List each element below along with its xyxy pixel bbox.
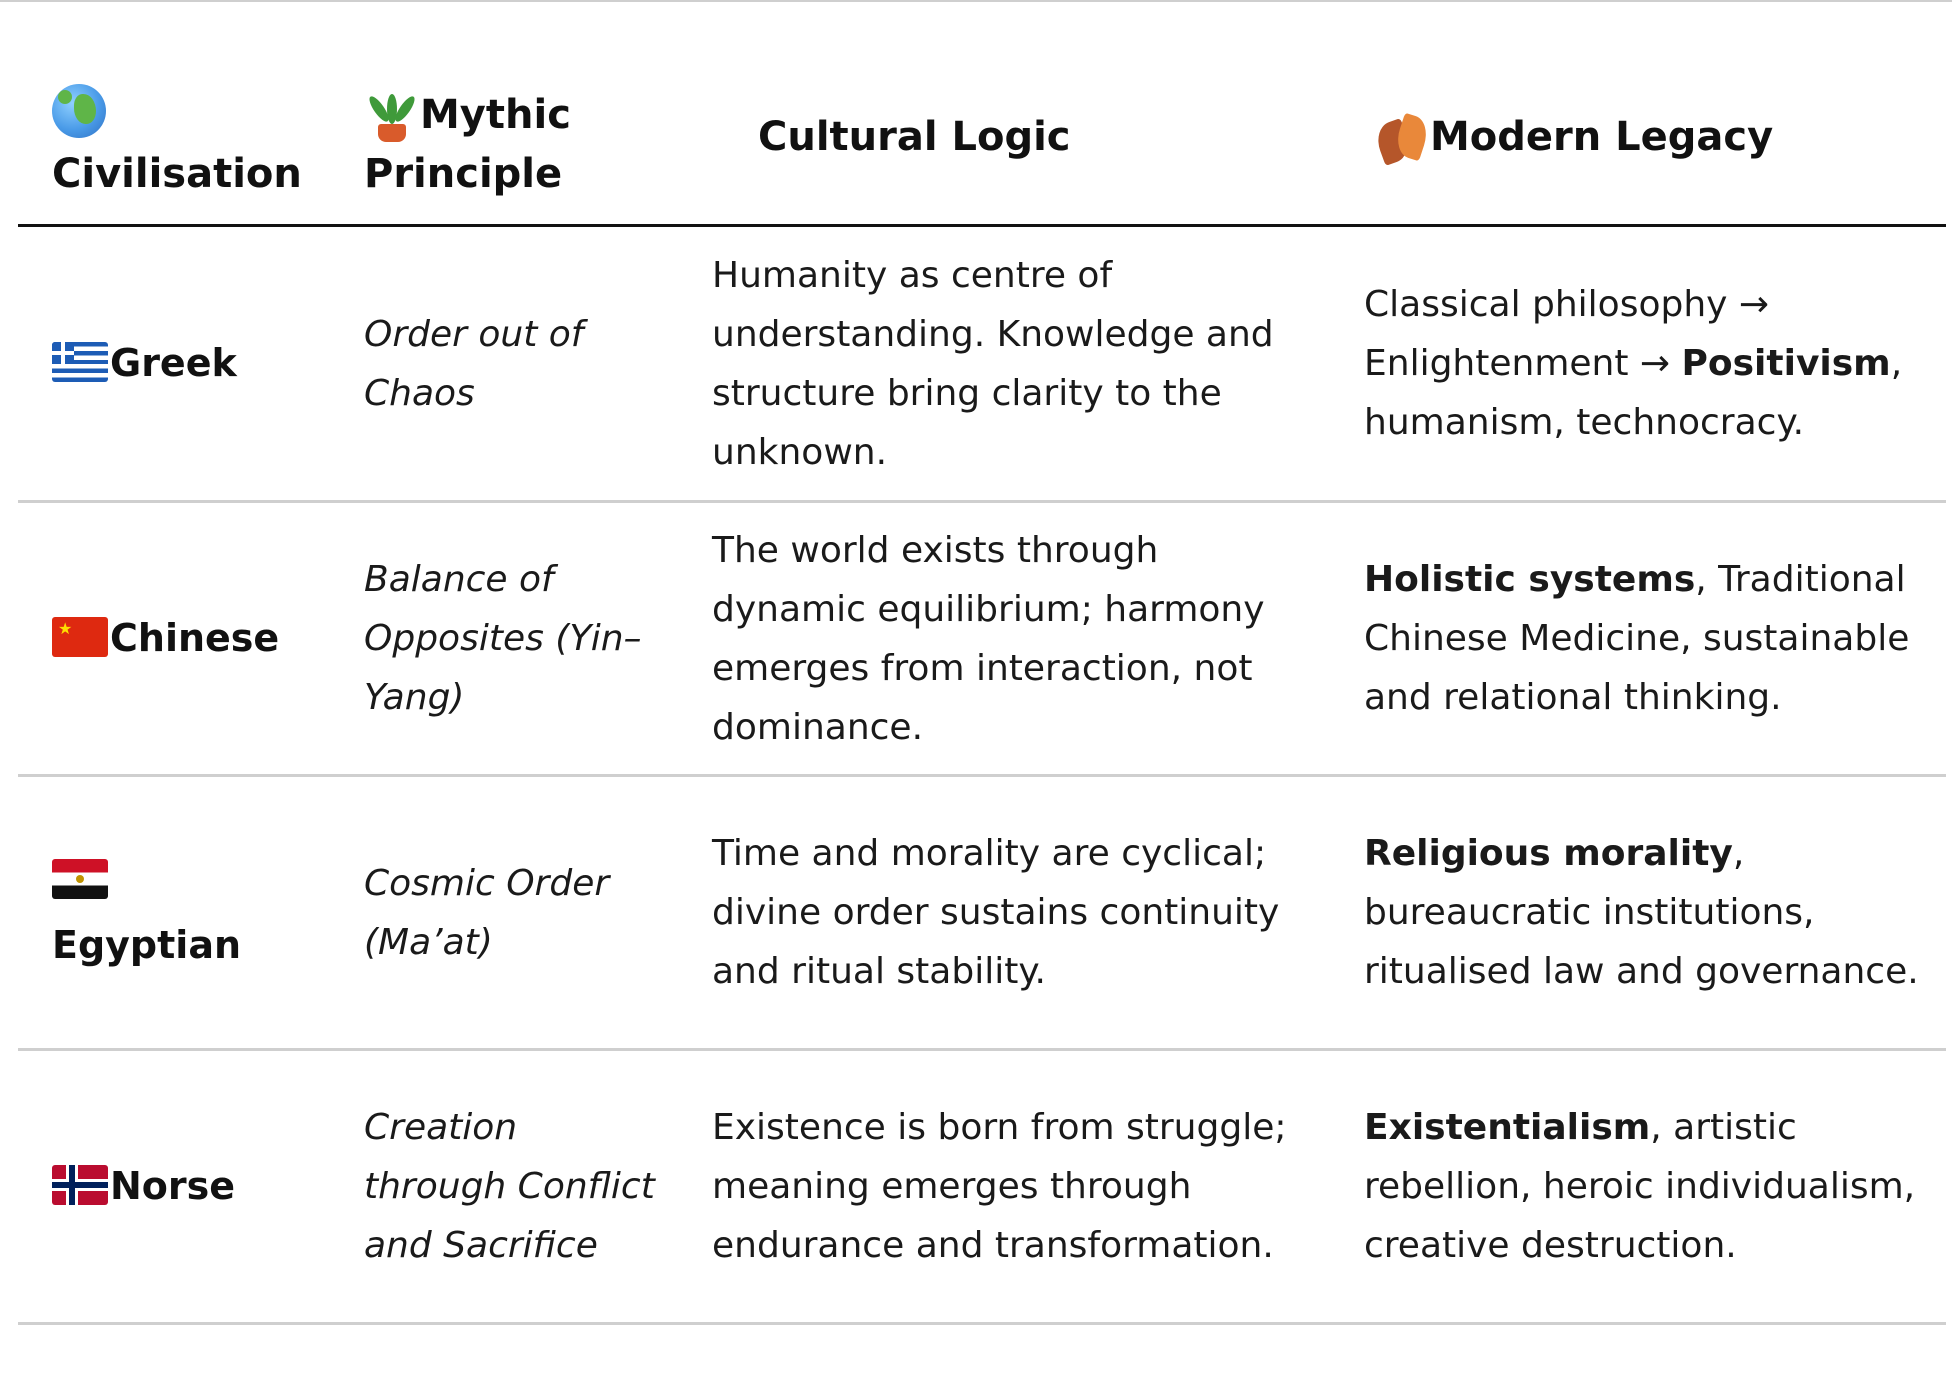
- civilisation-cell: [18, 1050, 348, 1324]
- table-header: [18, 70, 1946, 226]
- china-flag-icon: ★: [52, 617, 108, 657]
- legacy-text-strong: Existentialism: [1364, 1107, 1651, 1148]
- legacy-text-post: , artistic rebellion, heroic individualism, creative destruction.: [1364, 1107, 1916, 1266]
- legacy-cell: [1360, 776, 1946, 1050]
- legacy-text-post: , Traditional Chinese Medicine, sustainable and relational thinking.: [1364, 559, 1910, 718]
- logic-cell: Humanity as centre of understanding. Knowledge and structure bring clarity to the unknown.: [688, 226, 1360, 502]
- logic-cell: Time and morality are cyclical; divine order sustains continuity and ritual stability.: [688, 776, 1360, 1050]
- header-mythic-principle: [348, 70, 688, 226]
- table-row: [18, 502, 1946, 776]
- civilisation-table: [18, 70, 1946, 1325]
- header-civilisation: [18, 70, 348, 226]
- top-rule: [0, 0, 1952, 2]
- globe-icon: [52, 84, 106, 138]
- principle-cell: Cosmic Order (Ma’at): [348, 776, 688, 1050]
- legacy-text-strong: Holistic systems: [1364, 559, 1696, 600]
- header-row: [18, 70, 1946, 226]
- legacy-cell: [1360, 1050, 1946, 1324]
- logic-cell: Existence is born from struggle; meaning emerges through endurance and transformation.: [688, 1050, 1360, 1324]
- principle-cell: Balance of Opposites (Yin–Yang): [348, 502, 688, 776]
- civilisation-cell: [18, 226, 348, 502]
- greece-flag-icon: [52, 342, 108, 382]
- header-modern-legacy: [1360, 70, 1946, 226]
- logic-cell: The world exists through dynamic equilibrium; harmony emerges from interaction, not dominance.: [688, 502, 1360, 776]
- header-civilisation-label: Civilisation: [52, 151, 302, 197]
- legacy-text-post: , bureaucratic institutions, ritualised law and governance.: [1364, 833, 1919, 992]
- civilisation-name: Egyptian: [52, 922, 242, 967]
- table-row: [18, 776, 1946, 1050]
- legacy-text-strong: Positivism: [1681, 343, 1891, 384]
- egypt-flag-icon: [52, 859, 108, 899]
- legacy-cell: [1360, 226, 1946, 502]
- legacy-cell: [1360, 502, 1946, 776]
- legacy-text-strong: Religious morality: [1364, 833, 1733, 874]
- table-row: [18, 1050, 1946, 1324]
- header-cultural-logic: [688, 70, 1360, 226]
- header-cultural-logic-label: Cultural Logic: [758, 113, 1071, 160]
- civilisation-name: Greek: [110, 341, 237, 385]
- potted-plant-icon: [364, 90, 420, 144]
- civilisation-cell: [18, 776, 348, 1050]
- civilisation-name: Chinese: [110, 616, 280, 660]
- header-mythic-principle-label: Mythic Principle: [364, 92, 571, 197]
- legacy-text-pre: Classical philosophy → Enlightenment →: [1364, 284, 1770, 384]
- table-row: [18, 226, 1946, 502]
- norway-flag-icon: [52, 1165, 108, 1205]
- principle-cell: Order out of Chaos: [348, 226, 688, 502]
- civilisation-name: Norse: [110, 1164, 236, 1208]
- header-modern-legacy-label: Modern Legacy: [1430, 113, 1774, 160]
- autumn-leaves-icon: [1374, 112, 1430, 166]
- civilisation-cell: [18, 502, 348, 776]
- principle-cell: Creation through Conflict and Sacrifice: [348, 1050, 688, 1324]
- legacy-text-post: , humanism, technocracy.: [1364, 343, 1903, 443]
